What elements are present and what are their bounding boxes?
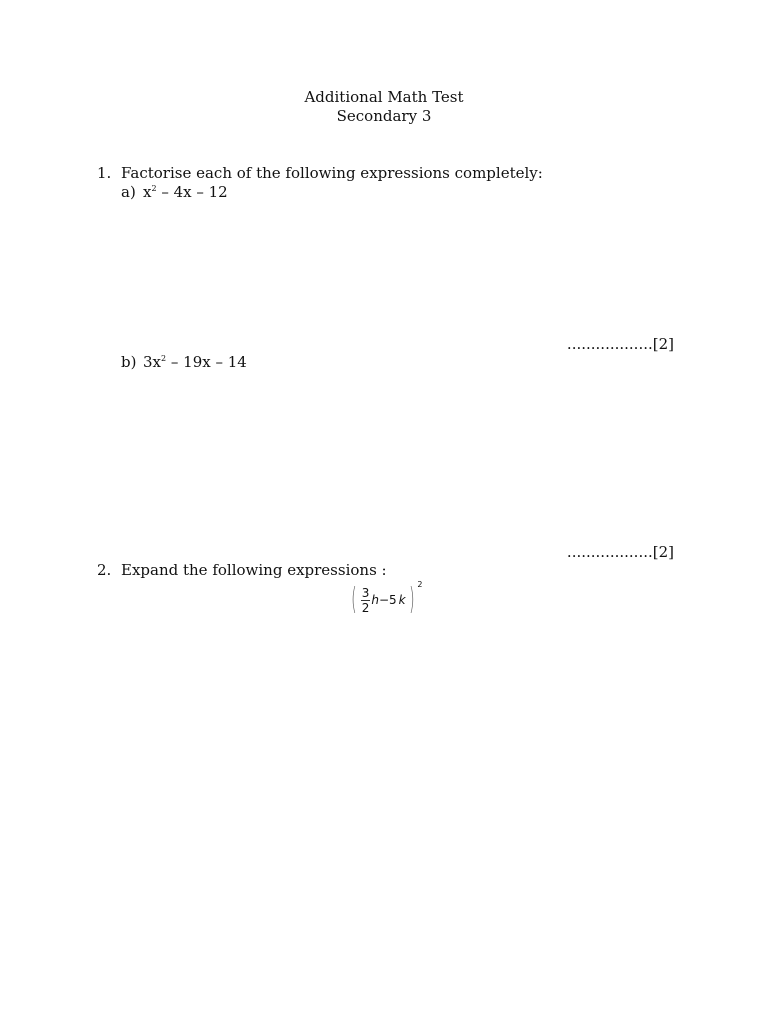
coefficient: 5: [389, 593, 397, 607]
fraction-denominator: 2: [361, 600, 370, 615]
question-1b-expression-base: 3x: [143, 353, 162, 371]
question-1a-exponent: 2: [151, 184, 157, 193]
fraction: [361, 587, 371, 614]
question-1a-expression: [143, 183, 228, 201]
question-1b-expression-rest: – 19x – 14: [166, 353, 247, 371]
question-2-number: 2.: [97, 561, 112, 579]
question-1a-marks: ..................[2]: [566, 335, 674, 353]
open-paren: (: [351, 582, 357, 617]
question-1-prompt: Factorise each of the following expressions completely:: [121, 164, 543, 182]
question-2-expression: [348, 582, 422, 618]
fraction-numerator: 3: [361, 585, 370, 600]
test-subtitle: Secondary 3: [336, 107, 432, 125]
question-1a-label: a): [121, 183, 136, 201]
question-1-number: 1.: [97, 164, 112, 182]
question-1b-exponent: 2: [161, 354, 167, 363]
question-1b-marks: ..................[2]: [566, 543, 674, 561]
question-1a-expression-base: x: [143, 183, 152, 201]
test-title: Additional Math Test: [304, 88, 464, 106]
question-1b-expression: [143, 353, 247, 371]
question-1b-label: b): [121, 353, 137, 371]
variable-k: k: [398, 593, 406, 607]
close-paren: ): [408, 582, 415, 617]
question-1a-expression-rest: – 4x – 12: [156, 183, 228, 201]
expression-exponent: 2: [417, 580, 423, 589]
question-2-prompt: Expand the following expressions :: [121, 561, 387, 579]
variable-h: h: [371, 593, 379, 607]
minus-sign: −: [378, 593, 390, 607]
